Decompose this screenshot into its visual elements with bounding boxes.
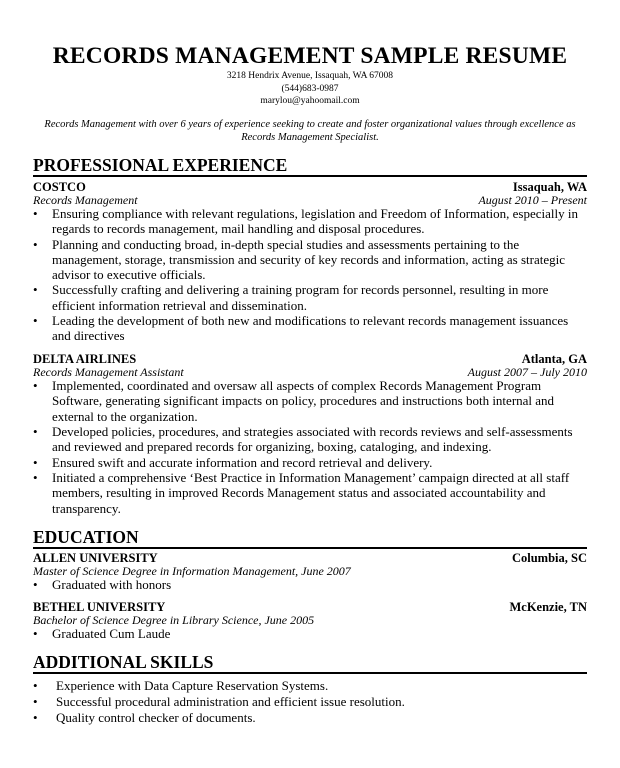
education-bullets xyxy=(33,626,587,641)
list-item: • Successful procedural administration and efficient issue resolution. xyxy=(33,694,405,710)
objective: Records Management with over 6 years of experience seeking to create and foster organizational values through excellence as Records Management Specialist. xyxy=(44,118,576,143)
contact-block xyxy=(33,70,587,108)
list-item: • Quality control checker of documents. xyxy=(33,710,256,726)
list-item: • Ensured swift and accurate information and record retrieval and delivery. xyxy=(33,454,433,470)
job-dates: August 2010 – Present xyxy=(478,192,587,207)
bullet-icon: • xyxy=(33,469,38,485)
job-location: Atlanta, GA xyxy=(521,351,587,366)
list-item: • Graduated with honors xyxy=(33,577,172,593)
company-name: DELTA AIRLINES xyxy=(33,351,137,366)
job-role: Records Management xyxy=(33,192,138,207)
job-dates: August 2007 – July 2010 xyxy=(467,364,587,379)
job-location: Issaquah, WA xyxy=(512,179,587,194)
job-entry xyxy=(33,181,587,344)
degree: Bachelor of Science Degree in Library Science, June 2005 xyxy=(33,612,315,627)
experience-heading: PROFESSIONAL EXPERIENCE xyxy=(33,156,587,177)
list-item: • Leading the development of both new and modifications to relevant records management issuances and directives xyxy=(33,313,569,344)
list-item: • Successfully crafting and delivering a training program for records personnel, resulting in more efficient information retrieval and dissemination. xyxy=(33,282,549,313)
degree: Master of Science Degree in Information Management, June 2007 xyxy=(33,563,351,578)
bullet-icon: • xyxy=(33,678,38,694)
education-bullets xyxy=(33,577,587,592)
bullet-icon: • xyxy=(33,236,38,252)
bullet-icon: • xyxy=(33,313,38,329)
bullet-icon: • xyxy=(33,710,38,726)
phone: (544)683-0987 xyxy=(281,83,339,94)
education-entry xyxy=(33,601,587,642)
job-entry xyxy=(33,353,587,516)
list-item: • Implemented, coordinated and oversaw all aspects of complex Records Management Program Software, generating significant impacts on policy, procedures and instructions both internal and external to the organization. xyxy=(33,378,555,424)
list-item: • Initiated a comprehensive ‘Best Practice in Information Management’ campaign directed at all staff members, resulting in improved Records Management status and associated accountability and transparency. xyxy=(33,469,570,516)
list-item: • Experience with Data Capture Reservation Systems. xyxy=(33,678,329,694)
job-bullets xyxy=(33,378,587,516)
resume-title: RECORDS MANAGEMENT SAMPLE RESUME xyxy=(52,43,568,69)
education-entry xyxy=(33,552,587,593)
list-item: • Graduated Cum Laude xyxy=(33,626,171,642)
email: marylou@yahoomail.com xyxy=(260,96,360,106)
list-item: • Ensuring compliance with relevant regulations, legislation and Freedom of Information, especially in regards to records management, mail handling and disposal procedures. xyxy=(33,206,578,237)
job-bullets xyxy=(33,206,587,344)
list-item: • Planning and conducting broad, in-depth special studies and assessments pertaining to the management, storage, transmission and security of key records and information, acting as strategic advisor to executive officials. xyxy=(33,236,565,283)
bullet-icon: • xyxy=(33,424,38,440)
school-location: McKenzie, TN xyxy=(509,599,587,614)
job-role: Records Management Assistant xyxy=(33,364,184,379)
bullet-icon: • xyxy=(33,378,38,394)
bullet-icon: • xyxy=(33,282,38,298)
bullet-icon: • xyxy=(33,626,38,642)
school-name: ALLEN UNIVERSITY xyxy=(33,550,158,565)
bullet-icon: • xyxy=(33,577,38,593)
bullet-icon: • xyxy=(33,206,38,221)
school-name: BETHEL UNIVERSITY xyxy=(33,599,166,614)
list-item: • Developed policies, procedures, and strategies associated with records reviews and self-assessments and reviewed and prepared records for organizing, boxing, cataloging, and indexing. xyxy=(33,424,573,455)
education-heading: EDUCATION xyxy=(33,528,587,549)
school-location: Columbia, SC xyxy=(511,550,587,565)
skills-heading: ADDITIONAL SKILLS xyxy=(33,653,587,674)
bullet-icon: • xyxy=(33,694,38,710)
bullet-icon: • xyxy=(33,454,38,470)
skills-list xyxy=(33,678,587,726)
address: 3218 Hendrix Avenue, Issaquah, WA 67008 xyxy=(226,71,394,81)
company-name: COSTCO xyxy=(33,179,86,194)
